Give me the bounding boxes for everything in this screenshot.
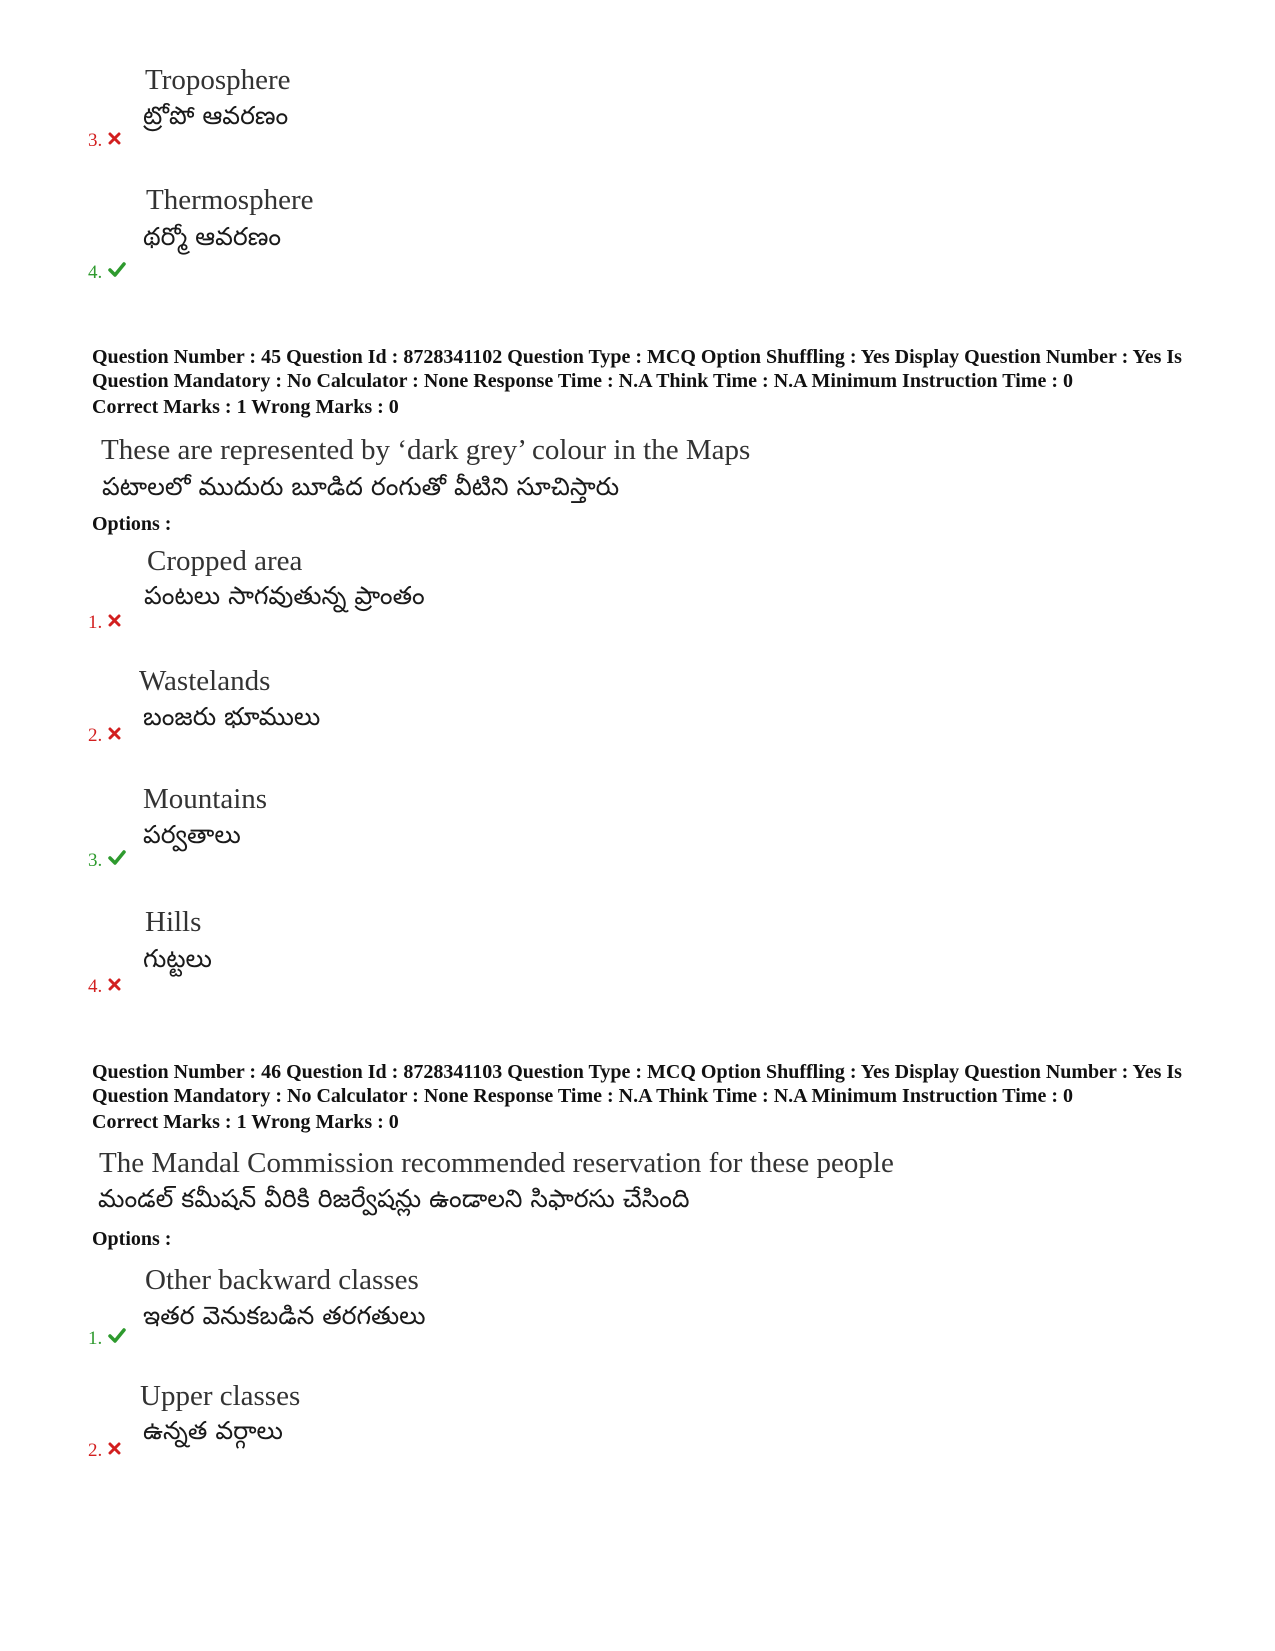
- question-text-te: పటాలలో ముదురు బూడిద రంగుతో వీటిని సూచిస్తారు: [102, 472, 620, 501]
- option-text-te: బంజరు భూములు: [143, 702, 321, 731]
- question-text-te: మండల్ కమీషన్ వీరికి రిజర్వేషన్లు ఉండాలని సిఫారసు చేసింది: [98, 1184, 690, 1213]
- cross-icon: [108, 1439, 121, 1461]
- question-marks: Correct Marks : 1 Wrong Marks : 0: [92, 396, 399, 418]
- option-number-label: 1.: [88, 612, 103, 633]
- option-number: [88, 849, 126, 872]
- option-number-label: 2.: [88, 725, 103, 746]
- option-text-te: ఉన్నత వర్గాలు: [143, 1416, 283, 1445]
- question-text-en: These are represented by ‘dark grey’ colour in the Maps: [101, 434, 751, 466]
- option-text-en: Other backward classes: [145, 1264, 419, 1296]
- option-text-te: గుట్టలు: [143, 944, 212, 973]
- question-meta: Question Number : 46 Question Id : 8728341103 Question Type : MCQ Option Shuffling : Yes Display Question Number : Yes Is Question Mandatory : No Calculator : None Response Time : N.A Think Time : N.A Minimum Instruction Time : 0: [92, 1061, 1182, 1107]
- option-number-label: 3.: [88, 130, 103, 151]
- option-text-en: Hills: [145, 906, 202, 938]
- options-label: Options :: [92, 513, 172, 535]
- option-number-label: 1.: [88, 1328, 103, 1349]
- option-number: [88, 975, 121, 998]
- option-text-en: Thermosphere: [146, 184, 314, 216]
- option-number: [88, 1327, 126, 1350]
- option-text-te: పంటలు సాగవుతున్న ప్రాంతం: [144, 581, 425, 610]
- option-text-en: Mountains: [143, 783, 268, 815]
- cross-icon: [108, 724, 121, 746]
- option-text-en: Upper classes: [140, 1380, 301, 1412]
- option-text-en: Wastelands: [139, 665, 271, 697]
- option-number: [88, 261, 126, 284]
- option-text-en: Troposphere: [145, 64, 291, 96]
- check-icon: [108, 261, 126, 283]
- check-icon: [108, 1327, 126, 1349]
- question-text-en: The Mandal Commission recommended reservation for these people: [99, 1147, 894, 1179]
- option-text-te: ఇతర వెనుకబడిన తరగతులు: [143, 1301, 426, 1330]
- option-text-te: థర్మో ఆవరణం: [143, 222, 282, 251]
- options-label: Options :: [92, 1228, 172, 1250]
- question-meta: Question Number : 45 Question Id : 8728341102 Question Type : MCQ Option Shuffling : Yes Display Question Number : Yes Is Question Mandatory : No Calculator : None Response Time : N.A Think Time : N.A Minimum Instruction Time : 0: [92, 346, 1182, 392]
- question-marks: Correct Marks : 1 Wrong Marks : 0: [92, 1111, 399, 1133]
- option-number-label: 2.: [88, 1440, 103, 1461]
- option-text-te: పర్వతాలు: [143, 820, 241, 849]
- check-icon: [108, 849, 126, 871]
- option-number: [88, 611, 121, 634]
- cross-icon: [108, 975, 121, 997]
- option-number: [88, 724, 121, 747]
- option-number: [88, 1439, 121, 1462]
- cross-icon: [108, 611, 121, 633]
- option-number-label: 4.: [88, 976, 103, 997]
- option-number: [88, 129, 121, 152]
- option-number-label: 4.: [88, 262, 103, 283]
- cross-icon: [108, 129, 121, 151]
- option-text-en: Cropped area: [147, 545, 303, 577]
- option-number-label: 3.: [88, 850, 103, 871]
- option-text-te: ట్రోపో ఆవరణం: [143, 101, 289, 130]
